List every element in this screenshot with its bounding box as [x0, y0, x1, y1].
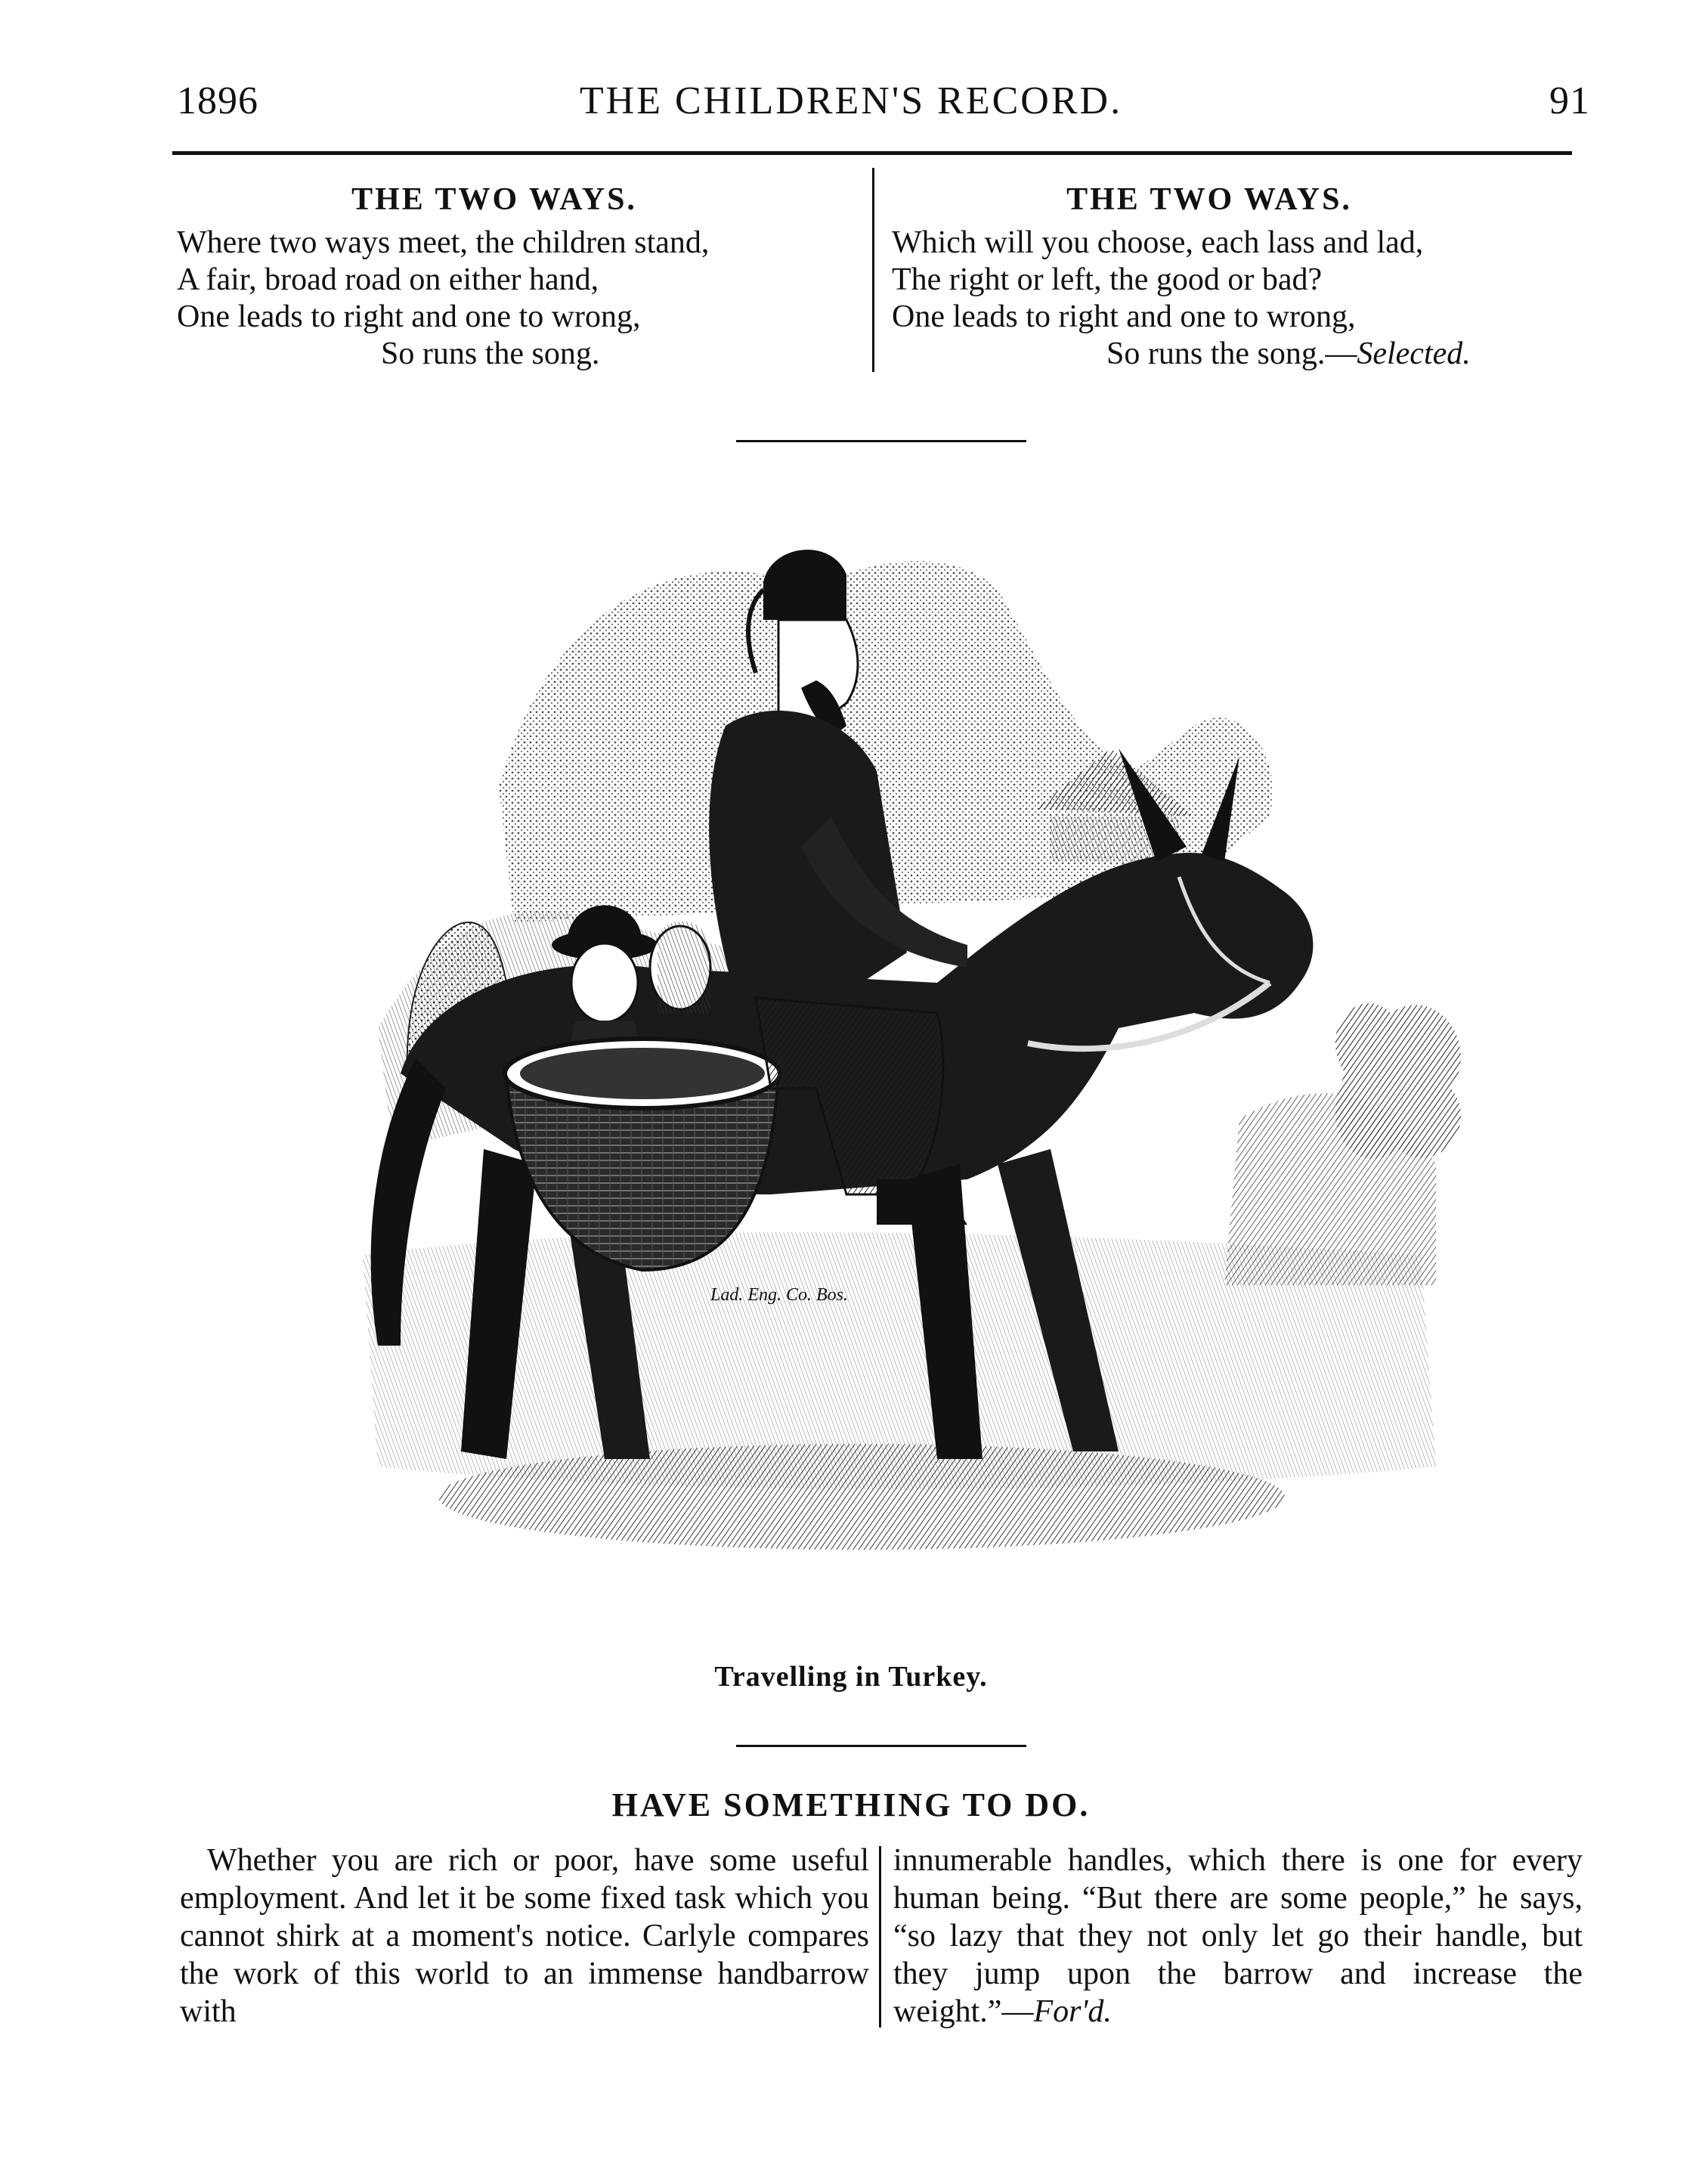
- column-divider: [872, 168, 874, 372]
- column-divider: [879, 1846, 881, 2028]
- poem-line: Which will you choose, each lass and lad,: [892, 225, 1424, 260]
- poem-left-title: THE TWO WAYS.: [351, 182, 637, 217]
- poem-line-text: So runs the song.—: [1106, 336, 1357, 371]
- poem-line: A fair, broad road on either hand,: [177, 262, 599, 297]
- article-attribution: For'd.: [1033, 1994, 1112, 2029]
- article-column-right-text: innumerable handles, which there is one for every human being. “But there are some people,” he says, “so lazy that they not only let go their handle, but they jump upon the barrow and increase the weight.”—: [893, 1843, 1583, 2029]
- poem-right: [892, 181, 1527, 373]
- engraver-signature: Lad. Eng. Co. Bos.: [710, 1285, 849, 1305]
- section-rule: [736, 440, 1026, 442]
- header-title: THE CHILDREN'S RECORD.: [579, 79, 1123, 122]
- poem-line-last: [892, 336, 1527, 373]
- poem-left: [177, 181, 812, 373]
- woodcut-illustration: [287, 499, 1496, 1648]
- section-rule: [736, 1745, 1026, 1747]
- poem-attribution: Selected.: [1357, 336, 1471, 371]
- poem-line: One leads to right and one to wrong,: [892, 299, 1356, 334]
- header-rule: [172, 151, 1572, 155]
- poem-right-title: THE TWO WAYS.: [1066, 182, 1352, 217]
- poem-line: So runs the song.: [381, 336, 600, 371]
- article-column-left: Whether you are rich or poor, have some useful employment. And let it be some fixed task which you cannot shirk at a moment's notice. Carlyle compares the work of this world to an immense handbarrow with: [180, 1843, 869, 2029]
- article-column-right: [893, 1842, 1583, 2031]
- illustration-caption: Travelling in Turkey.: [714, 1661, 988, 1693]
- poem-line: One leads to right and one to wrong,: [177, 299, 641, 334]
- article-title: HAVE SOMETHING TO DO.: [611, 1786, 1091, 1823]
- header-page-number: 91: [1549, 79, 1590, 122]
- header-year: 1896: [177, 79, 258, 122]
- poem-line: Where two ways meet, the children stand,: [177, 225, 710, 260]
- poem-line: The right or left, the good or bad?: [892, 262, 1323, 297]
